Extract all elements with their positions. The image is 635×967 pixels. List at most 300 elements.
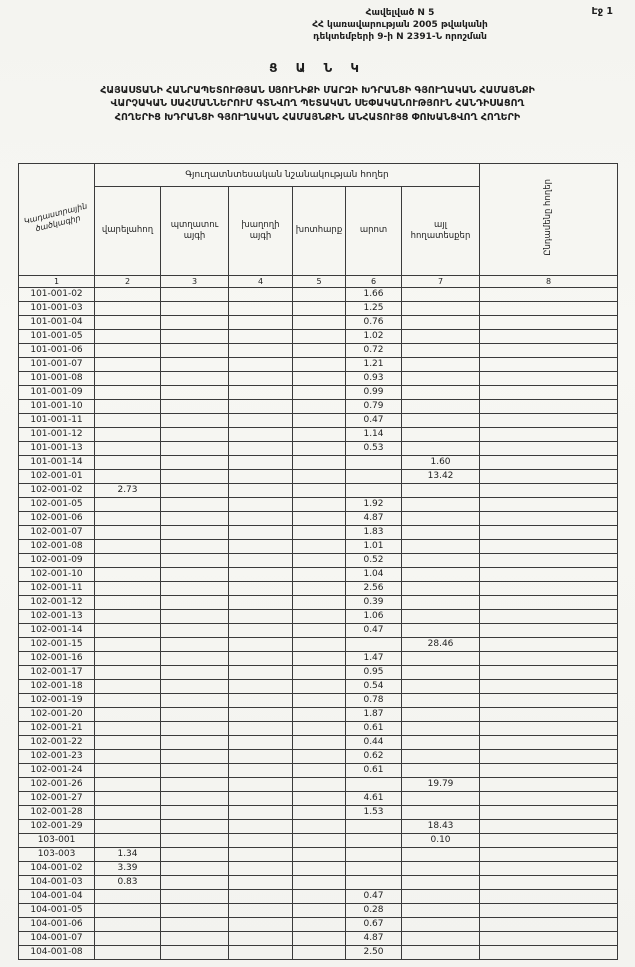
- value-cell-col6: 1.87: [346, 708, 402, 722]
- cadastre-code-cell: 101-001-09: [19, 386, 95, 400]
- cadastre-code-cell: 102-001-24: [19, 764, 95, 778]
- value-cell-col5: [293, 680, 346, 694]
- value-cell-col5: [293, 386, 346, 400]
- value-cell-col8: [480, 932, 618, 946]
- cadastre-code-cell: 102-001-17: [19, 666, 95, 680]
- value-cell-col6: [346, 820, 402, 834]
- value-cell-col8: [480, 750, 618, 764]
- value-cell-col3: [161, 316, 229, 330]
- value-cell-col4: [229, 540, 293, 554]
- value-cell-col6: 1.14: [346, 428, 402, 442]
- value-cell-col3: [161, 792, 229, 806]
- value-cell-col6: [346, 848, 402, 862]
- value-cell-col2: [95, 288, 161, 302]
- value-cell-col2: [95, 820, 161, 834]
- value-cell-col7: 0.10: [402, 834, 480, 848]
- value-cell-col4: [229, 344, 293, 358]
- value-cell-col7: [402, 708, 480, 722]
- table-row: [19, 764, 618, 778]
- value-cell-col7: [402, 526, 480, 540]
- table-row: [19, 862, 618, 876]
- value-cell-col3: [161, 624, 229, 638]
- cadastre-code-cell: 104-001-05: [19, 904, 95, 918]
- col-number-5: 5: [293, 276, 346, 288]
- cadastre-code-cell: 102-001-09: [19, 554, 95, 568]
- value-cell-col5: [293, 526, 346, 540]
- cadastre-code-cell: 102-001-02: [19, 484, 95, 498]
- value-cell-col2: [95, 904, 161, 918]
- value-cell-col4: [229, 456, 293, 470]
- value-cell-col4: [229, 526, 293, 540]
- value-cell-col3: [161, 806, 229, 820]
- value-cell-col7: 19.79: [402, 778, 480, 792]
- value-cell-col5: [293, 442, 346, 456]
- value-cell-col6: 0.99: [346, 386, 402, 400]
- value-cell-col3: [161, 890, 229, 904]
- cadastre-code-cell: 102-001-13: [19, 610, 95, 624]
- value-cell-col7: [402, 330, 480, 344]
- value-cell-col4: [229, 666, 293, 680]
- value-cell-col2: [95, 932, 161, 946]
- value-cell-col2: [95, 918, 161, 932]
- value-cell-col2: [95, 596, 161, 610]
- value-cell-col4: [229, 694, 293, 708]
- value-cell-col7: [402, 582, 480, 596]
- value-cell-col2: [95, 470, 161, 484]
- value-cell-col3: [161, 904, 229, 918]
- value-cell-col5: [293, 470, 346, 484]
- value-cell-col8: [480, 498, 618, 512]
- value-cell-col7: [402, 918, 480, 932]
- value-cell-col8: [480, 428, 618, 442]
- value-cell-col2: [95, 316, 161, 330]
- value-cell-col7: [402, 372, 480, 386]
- table-row: [19, 344, 618, 358]
- value-cell-col6: 1.21: [346, 358, 402, 372]
- value-cell-col3: [161, 470, 229, 484]
- value-cell-col4: [229, 722, 293, 736]
- value-cell-col4: [229, 778, 293, 792]
- value-cell-col3: [161, 764, 229, 778]
- value-cell-col6: 0.53: [346, 442, 402, 456]
- value-cell-col5: [293, 736, 346, 750]
- value-cell-col4: [229, 624, 293, 638]
- cadastre-code-cell: 102-001-27: [19, 792, 95, 806]
- value-cell-col6: 1.47: [346, 652, 402, 666]
- header-total-lands-label: Ընդամենը հողեր: [542, 179, 553, 256]
- value-cell-col5: [293, 722, 346, 736]
- value-cell-col8: [480, 568, 618, 582]
- value-cell-col5: [293, 316, 346, 330]
- value-cell-col6: 1.66: [346, 288, 402, 302]
- value-cell-col2: [95, 344, 161, 358]
- value-cell-col7: [402, 316, 480, 330]
- value-cell-col7: [402, 876, 480, 890]
- value-cell-col7: [402, 666, 480, 680]
- col-number-8: 8: [480, 276, 618, 288]
- value-cell-col4: [229, 400, 293, 414]
- table-row: [19, 778, 618, 792]
- value-cell-col3: [161, 876, 229, 890]
- value-cell-col2: [95, 792, 161, 806]
- value-cell-col7: [402, 428, 480, 442]
- value-cell-col4: [229, 918, 293, 932]
- value-cell-col3: [161, 582, 229, 596]
- value-cell-col2: [95, 946, 161, 960]
- value-cell-col5: [293, 848, 346, 862]
- value-cell-col7: [402, 904, 480, 918]
- value-cell-col7: [402, 288, 480, 302]
- value-cell-col7: 1.60: [402, 456, 480, 470]
- value-cell-col3: [161, 596, 229, 610]
- value-cell-col4: [229, 484, 293, 498]
- value-cell-col8: [480, 288, 618, 302]
- value-cell-col3: [161, 498, 229, 512]
- value-cell-col3: [161, 610, 229, 624]
- table-row: [19, 694, 618, 708]
- value-cell-col4: [229, 568, 293, 582]
- cadastre-code-cell: 102-001-21: [19, 722, 95, 736]
- table-row: [19, 302, 618, 316]
- table-row: [19, 358, 618, 372]
- value-cell-col7: [402, 890, 480, 904]
- cadastre-code-cell: 104-001-04: [19, 890, 95, 904]
- value-cell-col6: [346, 862, 402, 876]
- cadastre-code-cell: 104-001-07: [19, 932, 95, 946]
- value-cell-col3: [161, 820, 229, 834]
- value-cell-col3: [161, 442, 229, 456]
- value-cell-col6: 0.67: [346, 918, 402, 932]
- annex-block: [250, 7, 550, 43]
- cadastre-code-cell: 102-001-05: [19, 498, 95, 512]
- annex-line-3: դեկտեմբերի 9-ի N 2391-Ն որոշման: [313, 32, 487, 43]
- cadastre-code-cell: 102-001-12: [19, 596, 95, 610]
- value-cell-col8: [480, 806, 618, 820]
- value-cell-col7: [402, 554, 480, 568]
- cadastre-code-cell: 104-001-06: [19, 918, 95, 932]
- value-cell-col3: [161, 750, 229, 764]
- value-cell-col7: [402, 568, 480, 582]
- value-cell-col6: 1.92: [346, 498, 402, 512]
- value-cell-col3: [161, 736, 229, 750]
- value-cell-col8: [480, 596, 618, 610]
- value-cell-col7: [402, 386, 480, 400]
- value-cell-col7: [402, 400, 480, 414]
- value-cell-col5: [293, 358, 346, 372]
- cadastre-code-cell: 101-001-11: [19, 414, 95, 428]
- document-title: Ց Ա Ն Կ: [269, 61, 366, 75]
- table-row: [19, 372, 618, 386]
- value-cell-col5: [293, 428, 346, 442]
- table-row: [19, 554, 618, 568]
- value-cell-col6: 4.61: [346, 792, 402, 806]
- value-cell-col5: [293, 484, 346, 498]
- value-cell-col3: [161, 484, 229, 498]
- value-cell-col4: [229, 904, 293, 918]
- value-cell-col7: [402, 358, 480, 372]
- table-row: [19, 400, 618, 414]
- value-cell-col6: [346, 484, 402, 498]
- value-cell-col4: [229, 302, 293, 316]
- value-cell-col8: [480, 400, 618, 414]
- value-cell-col2: [95, 498, 161, 512]
- cadastre-code-cell: 101-001-12: [19, 428, 95, 442]
- value-cell-col8: [480, 610, 618, 624]
- table-row: [19, 708, 618, 722]
- value-cell-col7: [402, 848, 480, 862]
- table-row: [19, 288, 618, 302]
- table-row: [19, 792, 618, 806]
- value-cell-col5: [293, 806, 346, 820]
- value-cell-col7: [402, 736, 480, 750]
- value-cell-col6: 0.54: [346, 680, 402, 694]
- cadastre-code-cell: 102-001-07: [19, 526, 95, 540]
- table-row: [19, 428, 618, 442]
- cadastre-code-cell: 102-001-20: [19, 708, 95, 722]
- value-cell-col2: [95, 330, 161, 344]
- table-row: [19, 904, 618, 918]
- cadastre-code-cell: 102-001-10: [19, 568, 95, 582]
- subtitle-line-2: ՎԱՐՉԱԿԱՆ ՍԱՀՄԱՆՆԵՐՈՒՄ ԳՏՆՎՈՂ ՊԵՏԱԿԱՆ ՍԵՓԱԿԱՆՈՒԹՅՈՒՆ ՀԱՆԴԻՍԱՑՈՂ: [110, 98, 525, 110]
- value-cell-col5: [293, 876, 346, 890]
- value-cell-col6: 0.79: [346, 400, 402, 414]
- table-row: [19, 484, 618, 498]
- header-vineyard: խաղողի այգի: [229, 187, 293, 276]
- value-cell-col2: 0.83: [95, 876, 161, 890]
- value-cell-col7: 28.46: [402, 638, 480, 652]
- value-cell-col3: [161, 358, 229, 372]
- table-row: [19, 596, 618, 610]
- value-cell-col3: [161, 708, 229, 722]
- header-hayfield: խոտհարք: [293, 187, 346, 276]
- table-row: [19, 540, 618, 554]
- cadastre-code-cell: 101-001-02: [19, 288, 95, 302]
- value-cell-col6: [346, 778, 402, 792]
- value-cell-col5: [293, 652, 346, 666]
- value-cell-col5: [293, 456, 346, 470]
- value-cell-col4: [229, 512, 293, 526]
- table-row: [19, 526, 618, 540]
- header-cadastre-code-label: Կադաստրային ծածկագիր: [22, 201, 88, 234]
- value-cell-col8: [480, 834, 618, 848]
- value-cell-col7: [402, 750, 480, 764]
- value-cell-col3: [161, 680, 229, 694]
- value-cell-col3: [161, 414, 229, 428]
- value-cell-col3: [161, 302, 229, 316]
- table-row: [19, 638, 618, 652]
- cadastre-code-cell: 102-001-18: [19, 680, 95, 694]
- table-row: [19, 470, 618, 484]
- cadastre-code-cell: 102-001-29: [19, 820, 95, 834]
- value-cell-col8: [480, 680, 618, 694]
- value-cell-col5: [293, 904, 346, 918]
- value-cell-col5: [293, 890, 346, 904]
- value-cell-col3: [161, 722, 229, 736]
- value-cell-col7: [402, 862, 480, 876]
- col-number-7: 7: [402, 276, 480, 288]
- cadastre-code-cell: 101-001-05: [19, 330, 95, 344]
- value-cell-col2: [95, 302, 161, 316]
- col-number-1: 1: [19, 276, 95, 288]
- value-cell-col6: 1.53: [346, 806, 402, 820]
- value-cell-col8: [480, 722, 618, 736]
- value-cell-col8: [480, 862, 618, 876]
- value-cell-col8: [480, 624, 618, 638]
- header-arable-land: վարելահող: [95, 187, 161, 276]
- value-cell-col8: [480, 778, 618, 792]
- value-cell-col8: [480, 512, 618, 526]
- table-row: [19, 624, 618, 638]
- value-cell-col4: [229, 358, 293, 372]
- value-cell-col5: [293, 624, 346, 638]
- value-cell-col6: 1.83: [346, 526, 402, 540]
- table-row: [19, 680, 618, 694]
- cadastre-code-cell: 102-001-28: [19, 806, 95, 820]
- value-cell-col6: [346, 834, 402, 848]
- value-cell-col5: [293, 498, 346, 512]
- value-cell-col2: [95, 386, 161, 400]
- value-cell-col2: [95, 540, 161, 554]
- value-cell-col7: [402, 722, 480, 736]
- value-cell-col2: [95, 582, 161, 596]
- value-cell-col4: [229, 834, 293, 848]
- value-cell-col8: [480, 484, 618, 498]
- value-cell-col7: [402, 302, 480, 316]
- value-cell-col6: 0.76: [346, 316, 402, 330]
- value-cell-col8: [480, 666, 618, 680]
- value-cell-col4: [229, 862, 293, 876]
- value-cell-col7: [402, 610, 480, 624]
- value-cell-col2: 1.34: [95, 848, 161, 862]
- cadastre-code-cell: 102-001-19: [19, 694, 95, 708]
- value-cell-col3: [161, 862, 229, 876]
- table-row: [19, 876, 618, 890]
- value-cell-col8: [480, 946, 618, 960]
- value-cell-col7: [402, 764, 480, 778]
- value-cell-col7: [402, 414, 480, 428]
- value-cell-col4: [229, 582, 293, 596]
- value-cell-col5: [293, 344, 346, 358]
- value-cell-col6: 0.61: [346, 722, 402, 736]
- value-cell-col4: [229, 330, 293, 344]
- value-cell-col6: 1.06: [346, 610, 402, 624]
- value-cell-col6: 4.87: [346, 512, 402, 526]
- value-cell-col2: [95, 890, 161, 904]
- cadastre-code-cell: 102-001-15: [19, 638, 95, 652]
- table-row: [19, 848, 618, 862]
- value-cell-col4: [229, 372, 293, 386]
- value-cell-col7: 18.43: [402, 820, 480, 834]
- value-cell-col3: [161, 344, 229, 358]
- value-cell-col7: [402, 680, 480, 694]
- value-cell-col3: [161, 652, 229, 666]
- value-cell-col4: [229, 806, 293, 820]
- value-cell-col3: [161, 540, 229, 554]
- table-row: [19, 386, 618, 400]
- value-cell-col5: [293, 764, 346, 778]
- value-cell-col8: [480, 904, 618, 918]
- header-cadastre-code: [19, 164, 95, 276]
- cadastre-code-cell: 102-001-23: [19, 750, 95, 764]
- cadastre-code-cell: 101-001-06: [19, 344, 95, 358]
- value-cell-col8: [480, 820, 618, 834]
- value-cell-col3: [161, 330, 229, 344]
- value-cell-col3: [161, 638, 229, 652]
- value-cell-col6: 2.50: [346, 946, 402, 960]
- value-cell-col6: 2.56: [346, 582, 402, 596]
- value-cell-col4: [229, 414, 293, 428]
- value-cell-col6: 1.02: [346, 330, 402, 344]
- value-cell-col8: [480, 652, 618, 666]
- value-cell-col8: [480, 344, 618, 358]
- value-cell-col8: [480, 540, 618, 554]
- value-cell-col2: [95, 414, 161, 428]
- value-cell-col4: [229, 876, 293, 890]
- table-row: [19, 330, 618, 344]
- value-cell-col7: [402, 540, 480, 554]
- value-cell-col8: [480, 890, 618, 904]
- value-cell-col8: [480, 372, 618, 386]
- value-cell-col4: [229, 764, 293, 778]
- value-cell-col8: [480, 470, 618, 484]
- value-cell-col2: [95, 358, 161, 372]
- cadastre-code-cell: 101-001-10: [19, 400, 95, 414]
- value-cell-col2: [95, 778, 161, 792]
- value-cell-col2: [95, 428, 161, 442]
- table-row: [19, 890, 618, 904]
- table-row: [19, 834, 618, 848]
- value-cell-col4: [229, 288, 293, 302]
- document-subtitle: [8, 84, 627, 124]
- value-cell-col2: [95, 442, 161, 456]
- land-transfer-table: [18, 163, 618, 960]
- value-cell-col6: 0.47: [346, 624, 402, 638]
- table-row: [19, 316, 618, 330]
- cadastre-code-cell: 101-001-03: [19, 302, 95, 316]
- table-row: [19, 442, 618, 456]
- value-cell-col4: [229, 736, 293, 750]
- value-cell-col2: [95, 666, 161, 680]
- cadastre-code-cell: 101-001-13: [19, 442, 95, 456]
- value-cell-col6: 0.72: [346, 344, 402, 358]
- table-row: [19, 652, 618, 666]
- value-cell-col7: [402, 596, 480, 610]
- table-row: [19, 736, 618, 750]
- value-cell-col3: [161, 848, 229, 862]
- value-cell-col5: [293, 330, 346, 344]
- table-row: [19, 666, 618, 680]
- value-cell-col4: [229, 442, 293, 456]
- value-cell-col3: [161, 456, 229, 470]
- value-cell-col7: [402, 484, 480, 498]
- value-cell-col8: [480, 526, 618, 540]
- value-cell-col6: [346, 470, 402, 484]
- value-cell-col6: 0.61: [346, 764, 402, 778]
- value-cell-col2: 2.73: [95, 484, 161, 498]
- value-cell-col2: [95, 400, 161, 414]
- value-cell-col7: [402, 624, 480, 638]
- cadastre-code-cell: 104-001-03: [19, 876, 95, 890]
- value-cell-col7: [402, 792, 480, 806]
- value-cell-col6: 0.62: [346, 750, 402, 764]
- value-cell-col2: [95, 834, 161, 848]
- value-cell-col4: [229, 498, 293, 512]
- value-cell-col7: 13.42: [402, 470, 480, 484]
- value-cell-col3: [161, 568, 229, 582]
- cadastre-code-cell: 102-001-14: [19, 624, 95, 638]
- value-cell-col6: 0.93: [346, 372, 402, 386]
- cadastre-code-cell: 102-001-01: [19, 470, 95, 484]
